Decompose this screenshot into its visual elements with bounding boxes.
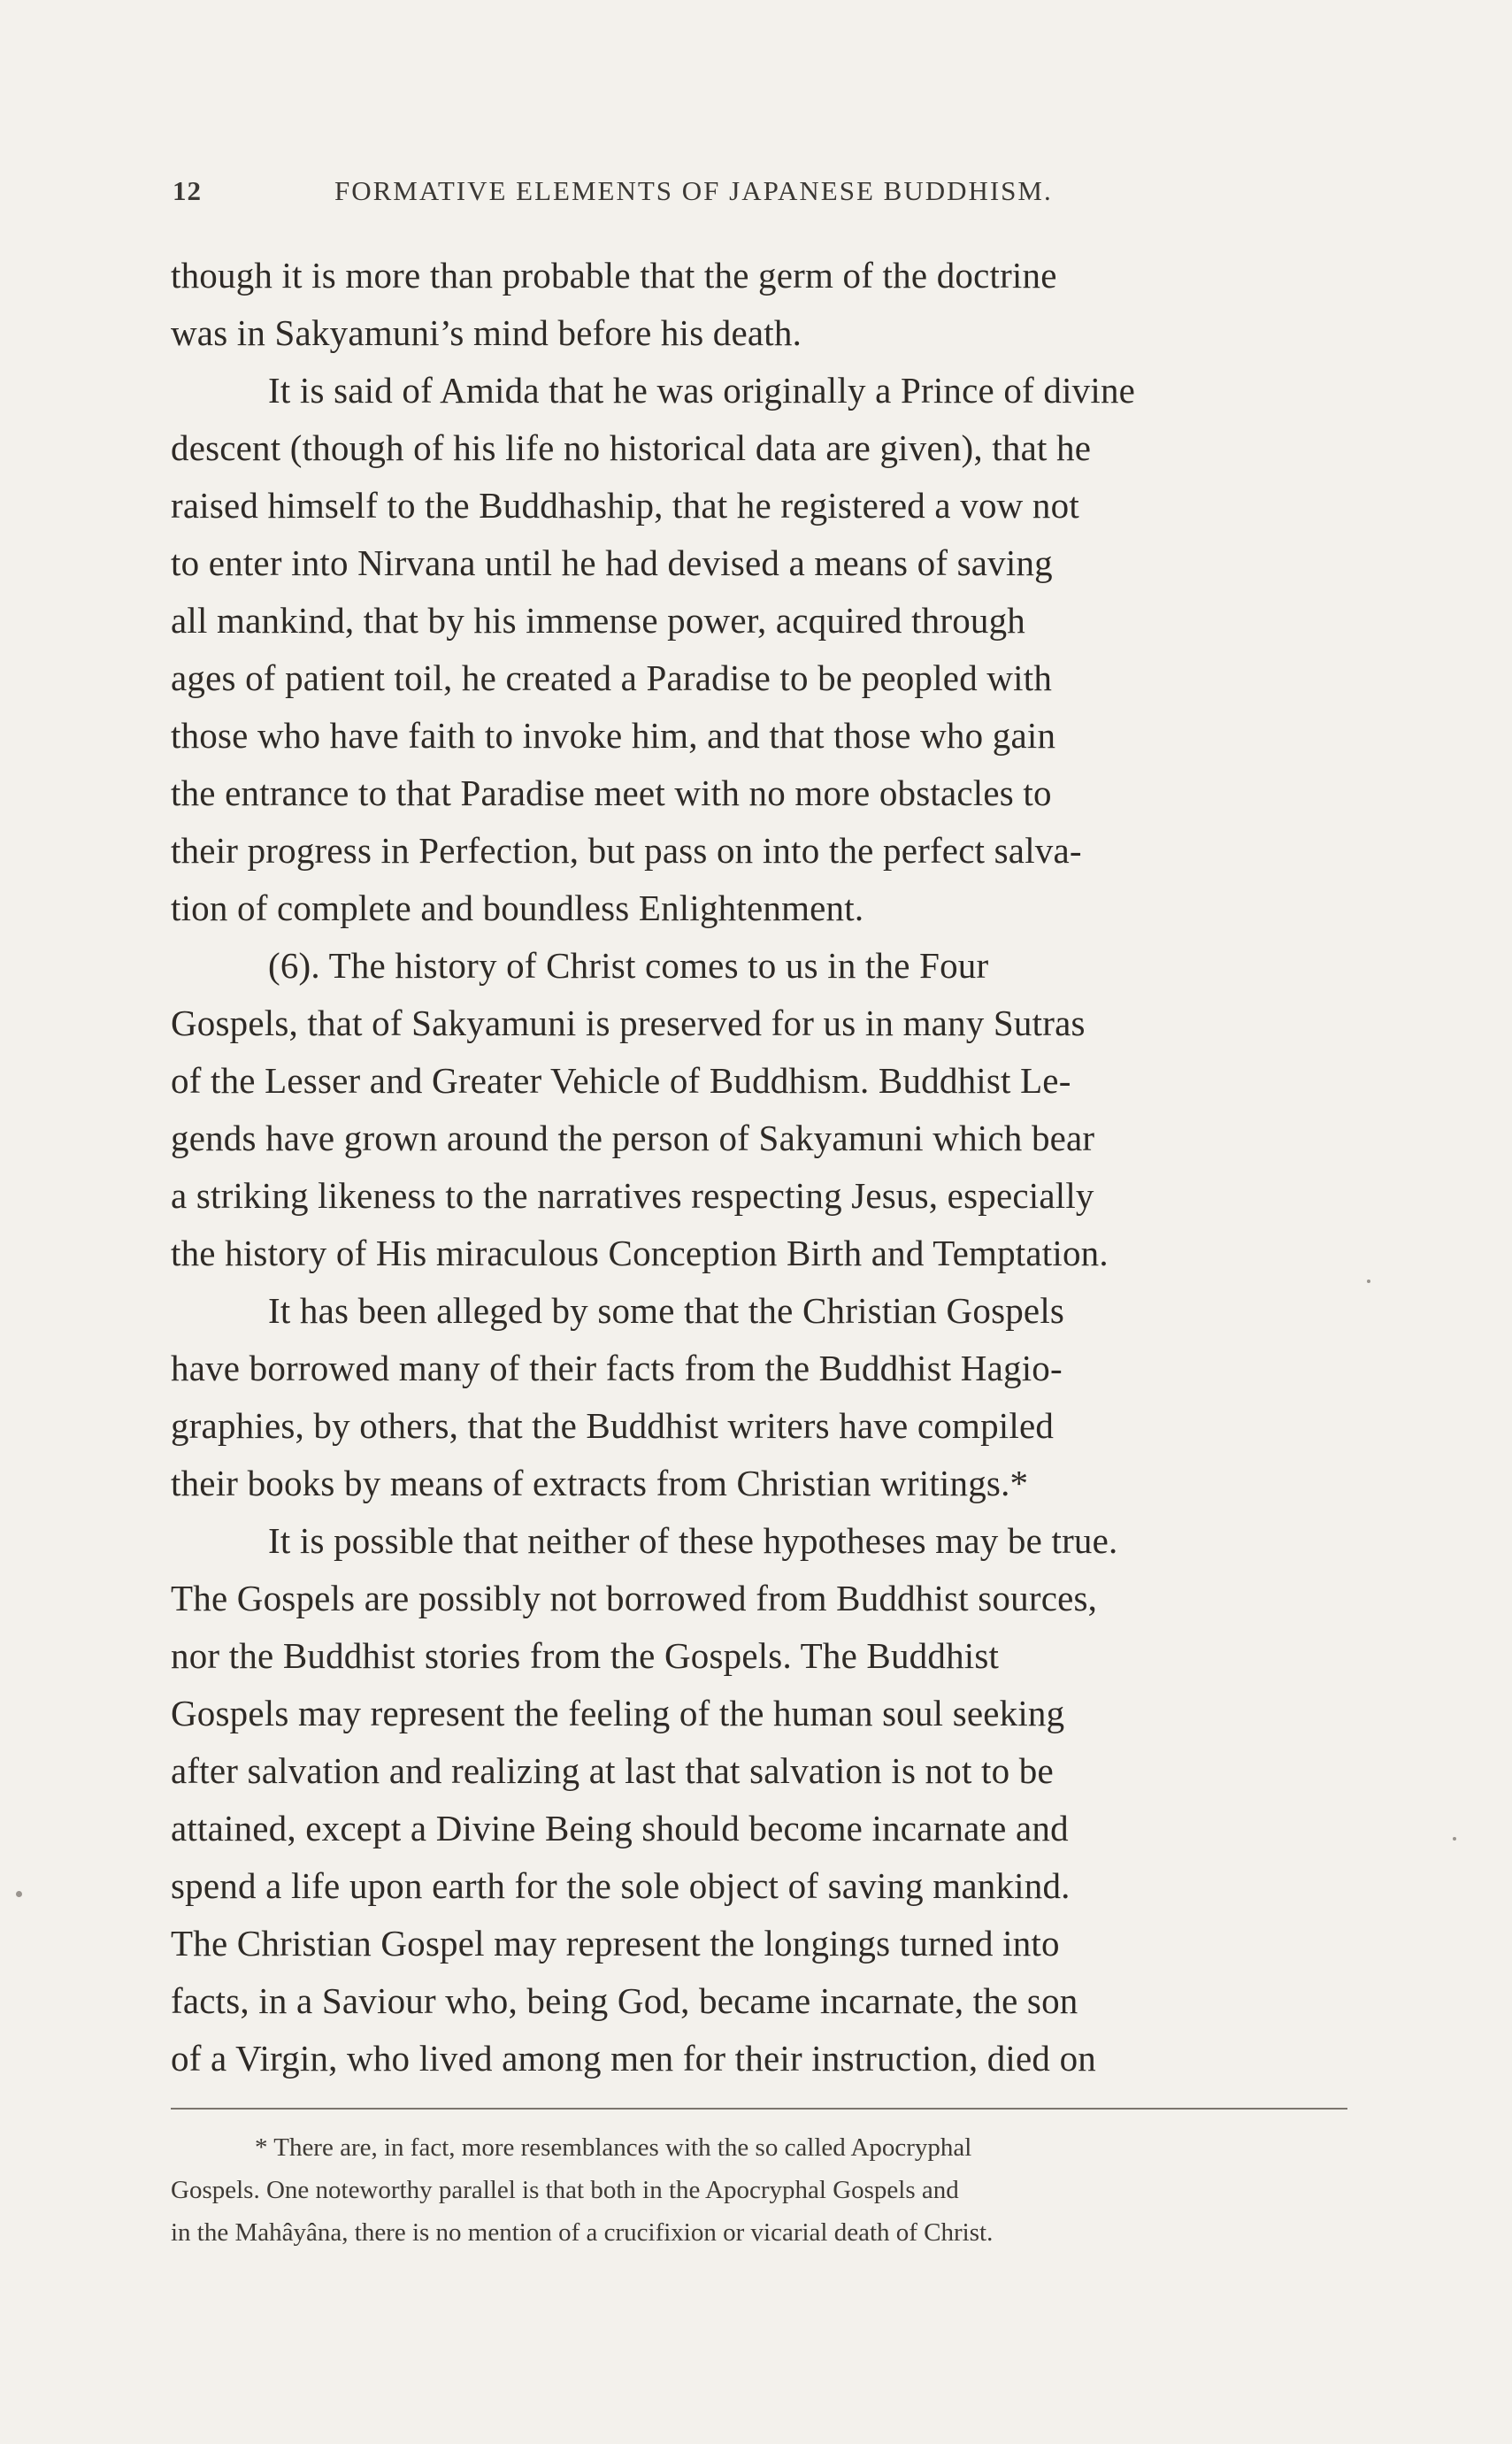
text-line: to enter into Nirvana until he had devised a means of saving (171, 542, 1053, 583)
footnote-line: Gospels. One noteworthy parallel is that both in the Apocryphal Gospels and (171, 2176, 959, 2204)
paragraph-start-line: It has been alleged by some that the Christian Gospels (268, 1290, 1065, 1331)
text-line: attained, except a Divine Being should become incarnate and (171, 1808, 1069, 1848)
paragraph-start-line: It is possible that neither of these hypotheses may be true. (268, 1520, 1118, 1561)
text-line: graphies, by others, that the Buddhist writers have compiled (171, 1405, 1055, 1446)
text-line: though it is more than probable that the germ of the doctrine (171, 255, 1057, 296)
text-line: their books by means of extracts from Christian writings.* (171, 1463, 1029, 1503)
text-line: spend a life upon earth for the sole object of saving mankind. (171, 1865, 1071, 1906)
paragraph-start-line: (6). The history of Christ comes to us in the Four (268, 945, 989, 986)
text-line: was in Sakyamuni’s mind before his death. (171, 312, 802, 353)
paragraph-start-line: It is said of Amida that he was originally a Prince of divine (268, 370, 1136, 411)
footnote-divider (171, 2108, 1347, 2110)
page-header (173, 175, 1181, 218)
text-line: ages of patient toil, he created a Paradise to be peopled with (171, 657, 1053, 698)
text-line: all mankind, that by his immense power, acquired through (171, 600, 1026, 641)
text-line: The Christian Gospel may represent the longings turned into (171, 1923, 1060, 1964)
text-line: a striking likeness to the narratives respecting Jesus, especially (171, 1175, 1094, 1216)
text-line: those who have faith to invoke him, and that those who gain (171, 715, 1056, 756)
text-line: Gospels may represent the feeling of the human soul seeking (171, 1693, 1065, 1733)
page-speck (1367, 1280, 1370, 1283)
footnote-line: in the Mahâyâna, there is no mention of a crucifixion or vicarial death of Christ. (171, 2218, 994, 2247)
text-line: the history of His miraculous Conception Birth and Temptation. (171, 1233, 1109, 1273)
text-line: descent (though of his life no historical data are given), that he (171, 427, 1092, 468)
text-line: of a Virgin, who lived among men for their instruction, died on (171, 2038, 1096, 2079)
text-line: of the Lesser and Greater Vehicle of Buddhism. Buddhist Le- (171, 1060, 1071, 1101)
text-line: the entrance to that Paradise meet with no more obstacles to (171, 772, 1052, 813)
page-speck (1453, 1837, 1456, 1841)
text-line: The Gospels are possibly not borrowed from Buddhist sources, (171, 1578, 1098, 1618)
text-line: raised himself to the Buddhaship, that he registered a vow not (171, 485, 1079, 526)
text-line: have borrowed many of their facts from the Buddhist Hagio- (171, 1348, 1063, 1388)
page-number: 12 (173, 175, 202, 206)
text-line: Gospels, that of Sakyamuni is preserved for us in many Sutras (171, 1003, 1086, 1043)
page-speck (16, 1891, 22, 1897)
footnote-line: * There are, in fact, more resemblances with the so called Apocryphal (255, 2133, 972, 2162)
text-line: nor the Buddhist stories from the Gospels. The Buddhist (171, 1635, 1000, 1676)
text-line: tion of complete and boundless Enlightenment. (171, 888, 864, 928)
text-line: their progress in Perfection, but pass on into the perfect salva- (171, 830, 1082, 871)
text-line: gends have grown around the person of Sakyamuni which bear (171, 1118, 1095, 1158)
running-title: FORMATIVE ELEMENTS OF JAPANESE BUDDHISM. (334, 175, 1053, 206)
text-line: facts, in a Saviour who, being God, became incarnate, the son (171, 1980, 1078, 2021)
text-line: after salvation and realizing at last that salvation is not to be (171, 1750, 1054, 1791)
